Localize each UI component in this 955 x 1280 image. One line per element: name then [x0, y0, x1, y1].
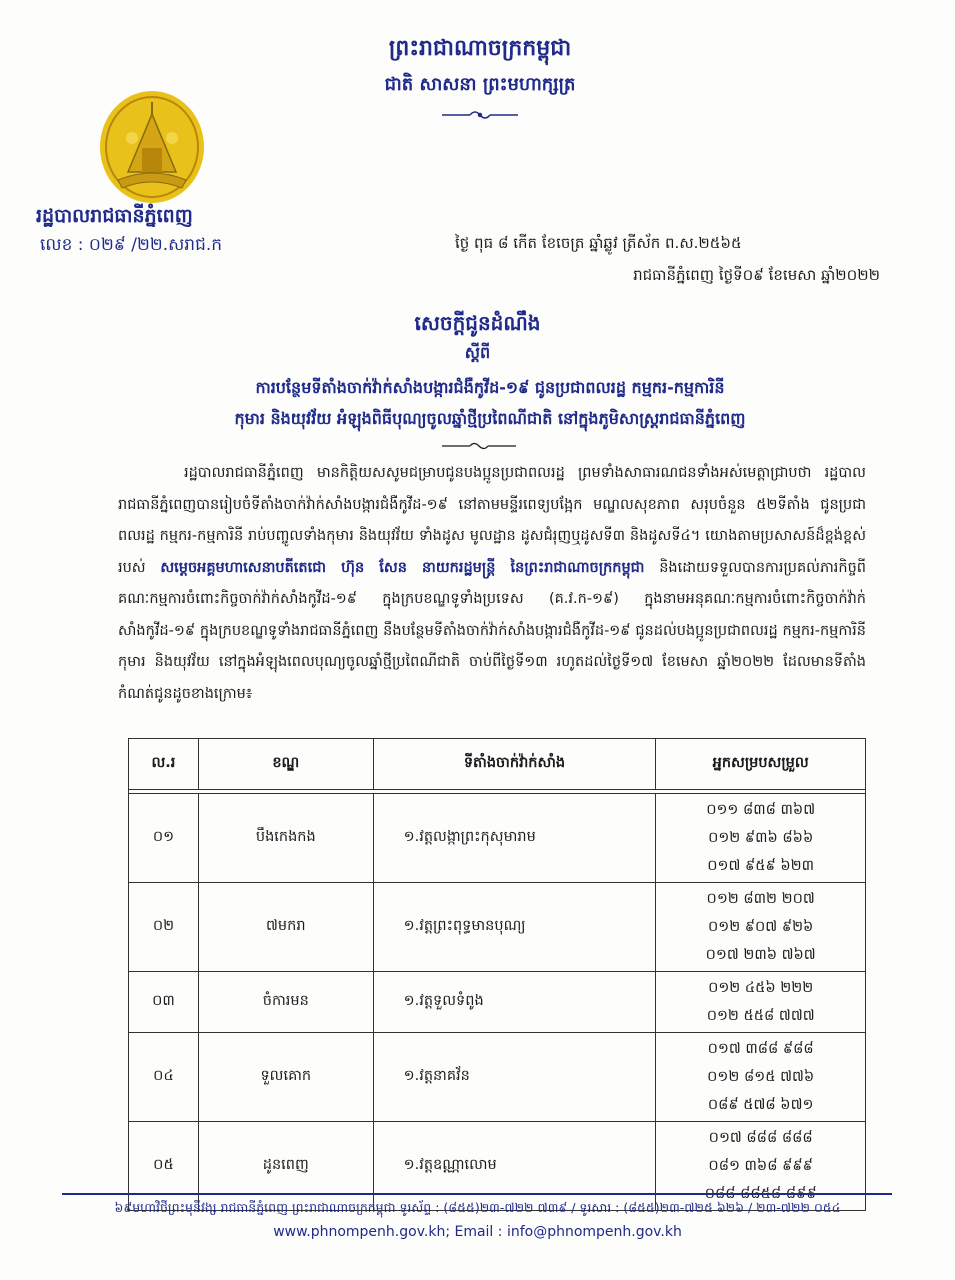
- lunar-date: ថ្ងៃ ពុធ ៨ កើត ខែចេត្រ ឆ្នាំឆ្លូវ ត្រីស័ក ព.ស.២៥៦៥: [455, 234, 742, 252]
- kingdom-heading: ព្រះរាជាណាចក្រកម្ពុជា: [388, 36, 572, 61]
- body-text-emphasis: សម្តេចអគ្គមហាសេនាបតីតេជោ ហ៊ុន សែន នាយករដ្ឋមន្ត្រី នៃព្រះរាជាណាចក្រកម្ពុជា: [160, 559, 645, 576]
- solar-date: រាជធានីភ្នំពេញ ថ្ងៃទី០៩ ខែមេសា ឆ្នាំ២០២២: [633, 266, 880, 284]
- row-site: ១.វត្តឧណ្ណាលោម: [373, 1122, 656, 1211]
- column-header-coordinator: អ្នកសម្របសម្រួល: [656, 739, 866, 790]
- row-site: ១.វត្តលង្កាព្រះកុសុមារាម: [373, 794, 656, 883]
- row-phones: [656, 883, 866, 972]
- document-subtitle: ស្តីពី: [464, 343, 491, 362]
- vaccination-sites-table: [128, 738, 866, 1211]
- national-motto: ជាតិ សាសនា ព្រះមហាក្សត្រ: [384, 74, 576, 95]
- body-text-part-1: រដ្ឋបាលរាជធានីភ្នំពេញ មានកិត្តិយសសូមជម្រាបជូនបងប្អូនប្រជាពលរដ្ឋ ព្រមទាំងសាធារណជនទាំងអស់មេត្តាជ្រាបថា រដ្ឋបាលរាជធានីភ្នំពេញបានរៀបចំទីតាំងចាក់វ៉ាក់សាំងបង្ការជំងឺកូវីដ-១៩ នៅតាមមន្ទីរពេទ្យបង្អែក មណ្ឌលសុខភាព សរុបចំនួន ៥២ទីតាំង ជូនប្រជាពលរដ្ឋ កម្មករ-កម្មការិនី រាប់បញ្ចូលទាំងកុមារ និងយុវវ័យ ទាំងដូស មូលដ្ឋាន ដូសជំរុញឬដូសទី៣ និងដូសទី៤។ យោងតាមប្រសាសន៍ដ៏ខ្ពង់ខ្ពស់របស់: [118, 465, 866, 576]
- phone-number: ០១២ ៩០៧ ៩២៦: [707, 919, 814, 935]
- phone-number: ០១២ ៤៥៦ ២២២: [708, 980, 814, 996]
- table-row: [129, 972, 866, 1033]
- phone-number: ០១៧ ៨៨៨ ៨៨៨: [708, 1130, 813, 1146]
- row-phones: [656, 972, 866, 1033]
- reference-number: លេខ : ០២៩ /២២.សរាជ.ក: [40, 235, 223, 255]
- column-header-district: ខណ្ឌ: [198, 739, 373, 790]
- footer-website-email: www.phnompenh.gov.kh; Email : info@phnompenh.gov.kh: [273, 1224, 682, 1240]
- row-phones: [656, 794, 866, 883]
- ornament-divider-icon: [440, 440, 518, 452]
- table-row: [129, 794, 866, 883]
- row-phones: [656, 1033, 866, 1122]
- phone-number: ០១២ ៩៣៦ ៨៦៦: [708, 830, 814, 846]
- phone-number: ០១៧ ៣៨៨ ៩៨៨: [707, 1041, 814, 1057]
- phone-number: ០១២ ៨១៥ ៧៧៦: [707, 1069, 815, 1085]
- phone-number: ០១២ ៥៥៨ ៧៧៧: [706, 1008, 815, 1024]
- notice-body: [118, 458, 866, 710]
- document-title: សេចក្តីជូនដំណឹង: [414, 311, 541, 335]
- ornament-divider-icon: [440, 108, 520, 122]
- phone-number: ០៨១ ៣៦៨ ៩៩៩: [708, 1158, 813, 1174]
- subject-line-1: ការបន្ថែមទីតាំងចាក់វ៉ាក់សាំងបង្ការជំងឺកូវីដ-១៩ ជូនប្រជាពលរដ្ឋ កម្មករ-កម្មការិនី: [255, 378, 725, 397]
- row-site: ១.វត្តព្រះពុទ្ធមានបុណ្យ: [373, 883, 656, 972]
- row-district: ចំការមន: [198, 972, 373, 1033]
- row-district: ដូនពេញ: [198, 1122, 373, 1211]
- table-header-row: [129, 739, 866, 790]
- footer-divider: [62, 1193, 892, 1195]
- phone-number: ០៨៩ ៥៧៨ ៦៧១: [707, 1097, 814, 1113]
- row-number: ០១: [129, 794, 199, 883]
- row-phones: [656, 1122, 866, 1211]
- row-site: ១.វត្តនាគវ័ន: [373, 1033, 656, 1122]
- row-number: ០៥: [129, 1122, 199, 1211]
- table-row: [129, 883, 866, 972]
- phone-number: ០៨៨ ៨៨៥៨ ៨៩៩: [704, 1186, 817, 1202]
- row-district: ទួលគោក: [198, 1033, 373, 1122]
- phone-number: ០១៧ ៩៥៩ ៦២៣: [707, 858, 815, 874]
- column-header-site: ទីតាំងចាក់វ៉ាក់សាំង: [373, 739, 656, 790]
- row-site: ១.វត្តទួលទំពូង: [373, 972, 656, 1033]
- phone-number: ០១១ ៨៣៨ ៣៦៧: [706, 802, 816, 818]
- body-text-part-2: និងដោយទទួលបានការប្រគល់ភារកិច្ចពីគណៈកម្មការចំពោះកិច្ចចាក់វ៉ាក់សាំងកូវីដ-១៩ ក្នុងក្របខណ្ឌទូទាំងប្រទេស (គ.វ.ក-១៩) ក្នុងនាមអនុគណៈកម្មការចំពោះកិច្ចចាក់វ៉ាក់សាំងកូវីដ-១៩ ក្នុងក្របខណ្ឌទូទាំងរាជធានីភ្នំពេញ នឹងបន្ថែមទីតាំងចាក់វ៉ាក់សាំងបង្ការជំងឺកូវីដ-១៩ ជូនដល់បងប្អូនប្រជាពលរដ្ឋ កម្មករ-កម្មការិនី កុមារ និងយុវវ័យ នៅក្នុងអំឡុងពេលបុណ្យចូលឆ្នាំថ្មីប្រពៃណីជាតិ ចាប់ពីថ្ងៃទី១៣ រហូតដល់ថ្ងៃទី១៧ ខែមេសា ឆ្នាំ២០២២ ដែលមានទីតាំងកំណត់ជូនដូចខាងក្រោម៖: [118, 559, 867, 702]
- phone-number: ០១៧ ២៣៦ ៧៦៧: [705, 947, 816, 963]
- royal-seal-icon: [98, 88, 206, 206]
- row-number: ០៣: [129, 972, 199, 1033]
- row-number: ០២: [129, 883, 199, 972]
- issuing-office: រដ្ឋបាលរាជធានីភ្នំពេញ: [36, 205, 193, 227]
- footer-address: ៦៩មហាវិថីព្រះមុនីវង្ស រាជធានីភ្នំពេញ ព្រះរាជាណាចក្រកម្ពុជា ទូរស័ព្ទ : (៨៥៥)២៣-៧២២ ៧៣៩ / ទូរសារ : (៨៥៥)២៣-៧២៥ ៦២៦ / ២៣-៧២២ ០៥៤: [114, 1200, 841, 1215]
- row-district: ៧មករា: [198, 883, 373, 972]
- table-row: [129, 1033, 866, 1122]
- row-number: ០៤: [129, 1033, 199, 1122]
- column-header-no: ល.រ: [129, 739, 199, 790]
- document-subject: [110, 372, 870, 434]
- table-row: [129, 1122, 866, 1211]
- row-district: បឹងកេងកង: [198, 794, 373, 883]
- phone-number: ០១២ ៨៣២ ២០៧: [706, 891, 815, 907]
- subject-line-2: កុមារ និងយុវវ័យ អំឡុងពិធីបុណ្យចូលឆ្នាំថ្មីប្រពៃណីជាតិ នៅក្នុងភូមិសាស្ត្ររាជធានីភ្នំពេញ: [234, 409, 746, 428]
